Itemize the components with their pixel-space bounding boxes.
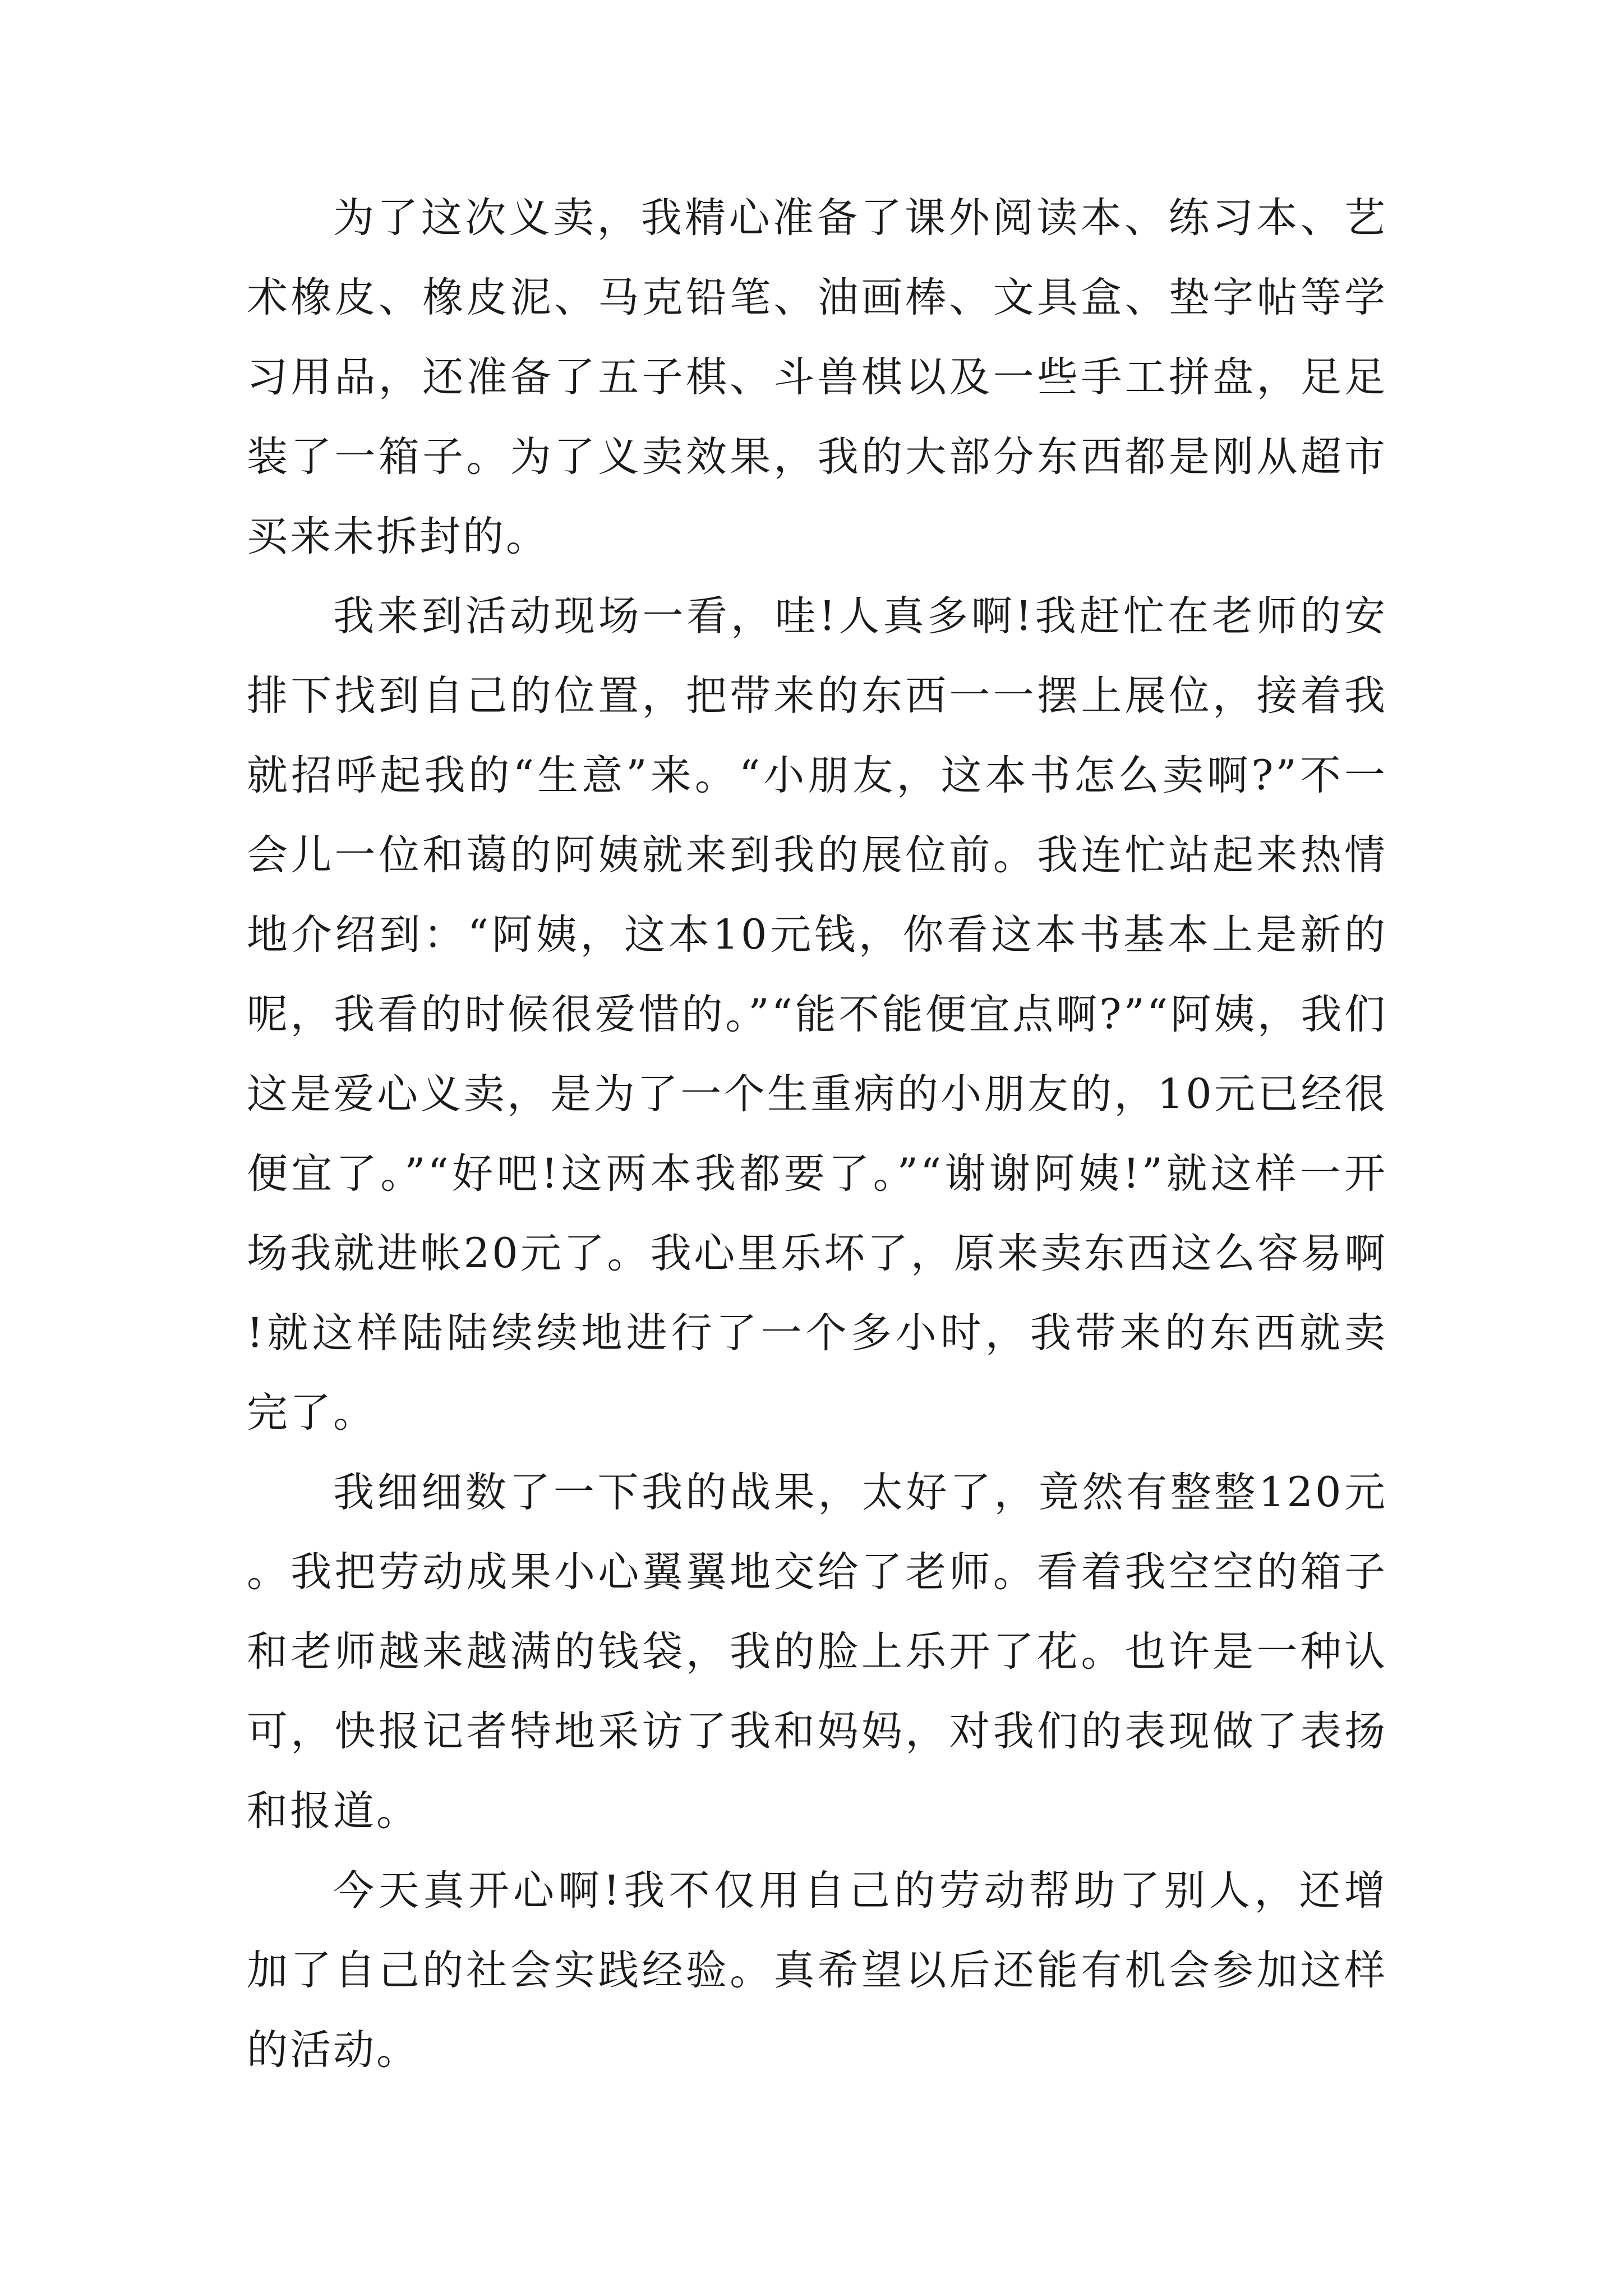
paragraph-1: 为了这次义卖，我精心准备了课外阅读本、练习本、艺术橡皮、橡皮泥、马克铅笔、油画棒、文具盒、垫字帖等学习用品，还准备了五子棋、斗兽棋以及一些手工拼盘，足足装了一箱子。为了义卖效果，我的大部分东西都是刚从超市买来未拆封的。 xyxy=(247,194,1387,560)
paragraph-3: 我细细数了一下我的战果，太好了，竟然有整整120元。我把劳动成果小心翼翼地交给了老师。看着我空空的箱子和老师越来越满的钱袋，我的脸上乐开了花。也许是一种认可，快报记者特地采访了我和妈妈，对我们的表现做了表扬和报道。 xyxy=(247,1469,1387,1835)
document-body xyxy=(247,178,1387,2090)
paragraph-4: 今天真开心啊!我不仅用自己的劳动帮助了别人，还增加了自己的社会实践经验。真希望以后还能有机会参加这样的活动。 xyxy=(247,1867,1387,2074)
paragraph-2: 我来到活动现场一看，哇!人真多啊!我赶忙在老师的安排下找到自己的位置，把带来的东西一一摆上展位，接着我就招呼起我的“生意”来。“小朋友，这本书怎么卖啊?”不一会儿一位和蔼的阿姨就来到我的展位前。我连忙站起来热情地介绍到：“阿姨，这本10元钱，你看这本书基本上是新的呢，我看的时候很爱惜的。”“能不能便宜点啊?”“阿姨，我们这是爱心义卖，是为了一个生重病的小朋友的，10元已经很便宜了。”“好吧!这两本我都要了。”“谢谢阿姨!”就这样一开场我就进帐20元了。我心里乐坏了，原来卖东西这么容易啊!就这样陆陆续续地进行了一个多小时，我带来的东西就卖完了。 xyxy=(247,592,1387,1437)
